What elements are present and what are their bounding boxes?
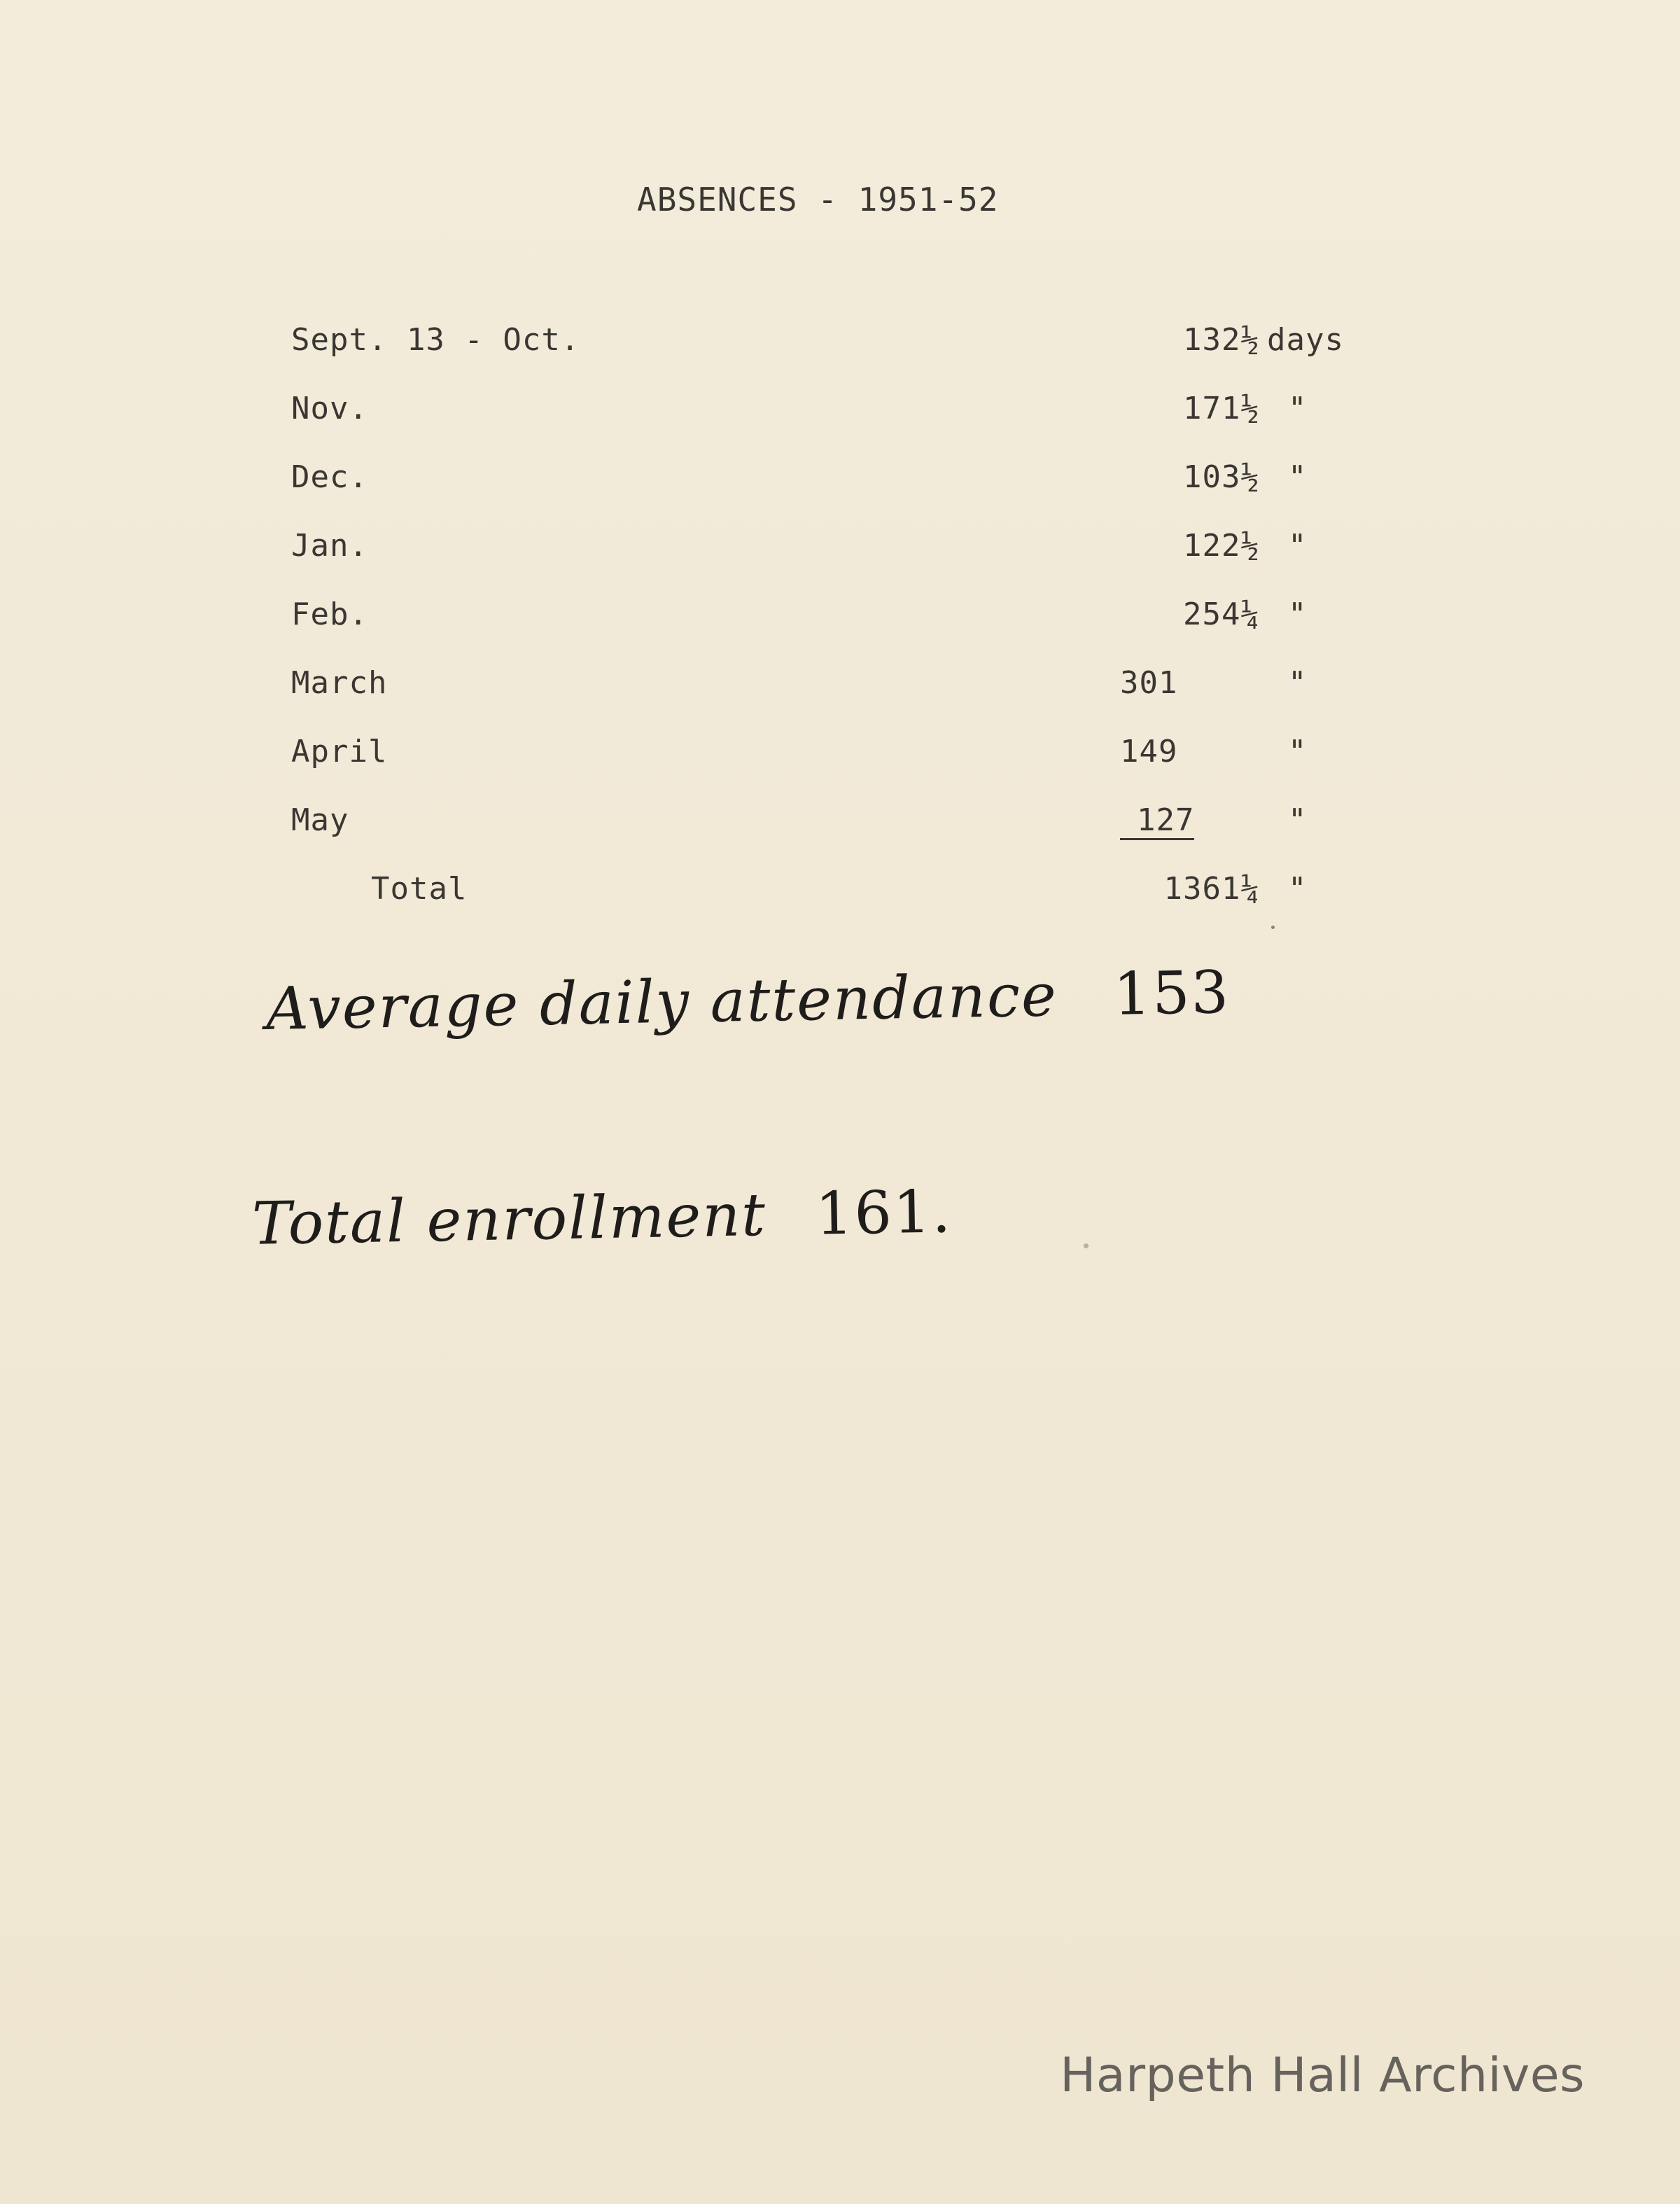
row-label: Nov. [291, 391, 368, 426]
row-unit: days [1267, 322, 1344, 358]
row-label: April [291, 734, 388, 769]
total-row [0, 871, 1680, 913]
row-unit: " [1288, 391, 1308, 426]
row-amount: 122½ [1183, 528, 1260, 564]
total-amount: 1361¼ [1163, 871, 1260, 907]
archive-watermark: Harpeth Hall Archives [1060, 2048, 1585, 2103]
enrollment-label: Total enrollment [251, 1180, 767, 1258]
row-label: Jan. [291, 528, 368, 564]
total-unit: " [1288, 871, 1308, 907]
row-amount: 132½ [1183, 322, 1260, 358]
row-unit: " [1288, 802, 1308, 838]
absence-row [0, 528, 1680, 570]
total-label: Total [371, 871, 468, 907]
enrollment-value: 161. [815, 1177, 953, 1248]
row-amount: 254¼ [1183, 597, 1260, 632]
absence-row [0, 734, 1680, 776]
row-label: May [291, 802, 349, 838]
paper-speck [1271, 926, 1275, 929]
row-unit: " [1288, 665, 1308, 701]
absence-row [0, 665, 1680, 707]
row-label: Dec. [291, 459, 368, 495]
absence-row [0, 802, 1680, 844]
row-unit: " [1288, 597, 1308, 632]
row-amount: 171½ [1183, 391, 1260, 426]
row-amount-value: 127 [1120, 802, 1194, 840]
row-unit: " [1288, 734, 1308, 769]
handwritten-enrollment [251, 1177, 953, 1257]
row-unit: " [1288, 459, 1308, 495]
row-amount [1120, 802, 1232, 838]
row-label: Sept. 13 - Oct. [291, 322, 580, 358]
row-unit: " [1288, 528, 1308, 564]
absence-row [0, 391, 1680, 433]
handwritten-attendance [265, 958, 1231, 1043]
row-label: March [291, 665, 388, 701]
row-amount: 301 [1120, 665, 1178, 701]
row-amount: 103½ [1183, 459, 1260, 495]
paper-speck [1084, 1243, 1088, 1248]
absence-row [0, 597, 1680, 639]
attendance-value: 153 [1112, 957, 1231, 1028]
row-amount: 149 [1120, 734, 1178, 769]
attendance-label: Average daily attendance [265, 961, 1058, 1044]
document-title: ABSENCES - 1951-52 [637, 181, 999, 218]
row-label: Feb. [291, 597, 368, 632]
absence-row [0, 322, 1680, 364]
absence-row [0, 459, 1680, 501]
